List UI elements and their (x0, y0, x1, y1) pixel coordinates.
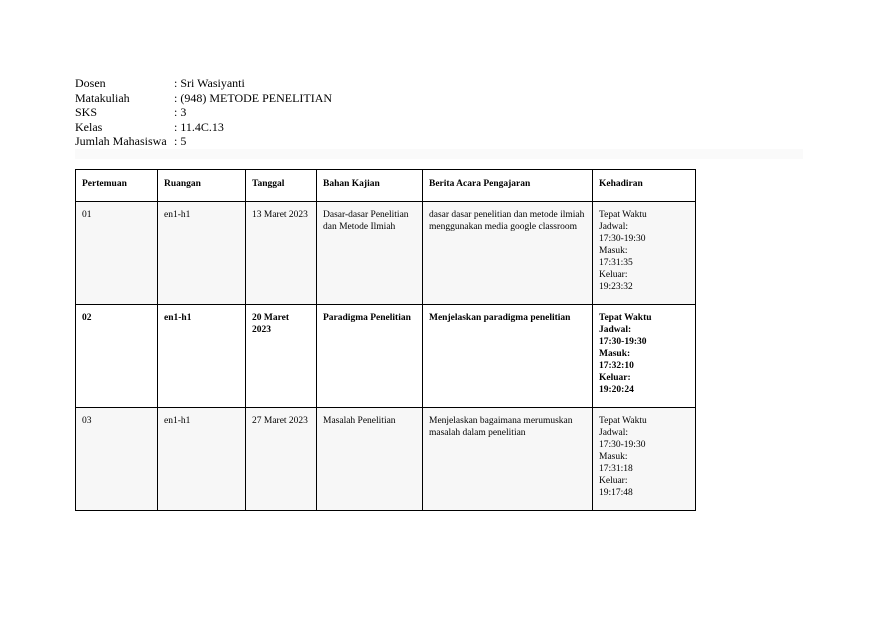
kehadiran-jadwal: 17:30-19:30 (599, 234, 646, 244)
table-row (76, 202, 696, 305)
schedule-table (75, 169, 696, 511)
jumlah-row (75, 134, 332, 149)
dosen-value: : Sri Wasiyanti (174, 76, 245, 90)
kehadiran-jadwal: 17:30-19:30 (599, 337, 647, 347)
kehadiran-masuk: 17:31:18 (599, 464, 633, 474)
table-header-row (76, 170, 696, 202)
cell-ruangan: en1-h1 (158, 408, 246, 511)
col-header-berita: Berita Acara Pengajaran (423, 170, 593, 202)
matakuliah-label: Matakuliah (75, 90, 130, 105)
kehadiran-keluar-label: Keluar: (599, 476, 628, 486)
kehadiran-status: Tepat Waktu (599, 313, 652, 323)
cell-bahan: Masalah Penelitian (317, 408, 423, 511)
kehadiran-masuk: 17:32:10 (599, 361, 634, 371)
table-row (76, 408, 696, 511)
col-header-pertemuan: Pertemuan (76, 170, 158, 202)
cell-bahan: Paradigma Penelitian (317, 305, 423, 408)
cell-kehadiran (593, 408, 696, 511)
kehadiran-jadwal-label: Jadwal: (599, 325, 632, 335)
cell-pertemuan: 03 (76, 408, 158, 511)
kehadiran-jadwal-label: Jadwal: (599, 428, 629, 438)
table-row (76, 305, 696, 408)
cell-kehadiran (593, 202, 696, 305)
kehadiran-keluar: 19:23:32 (599, 282, 633, 292)
cell-pertemuan: 01 (76, 202, 158, 305)
cell-tanggal: 20 Maret 2023 (246, 305, 317, 408)
cell-pertemuan: 02 (76, 305, 158, 408)
course-info-header (75, 76, 332, 149)
dosen-label: Dosen (75, 76, 106, 90)
col-header-ruangan: Ruangan (158, 170, 246, 202)
kehadiran-keluar: 19:20:24 (599, 385, 634, 395)
kehadiran-jadwal: 17:30-19:30 (599, 440, 646, 450)
cell-ruangan: en1-h1 (158, 202, 246, 305)
col-header-bahan: Bahan Kajian (317, 170, 423, 202)
kelas-row (75, 120, 332, 135)
col-header-kehadiran: Kehadiran (593, 170, 696, 202)
col-header-tanggal: Tanggal (246, 170, 317, 202)
kelas-value: : 11.4C.13 (174, 119, 224, 134)
kehadiran-masuk-label: Masuk: (599, 246, 628, 256)
divider-strip (75, 149, 803, 159)
dosen-row (75, 76, 332, 91)
cell-tanggal: 13 Maret 2023 (246, 202, 317, 305)
cell-ruangan: en1-h1 (158, 305, 246, 408)
sks-value: : 3 (174, 105, 187, 119)
sks-row (75, 105, 332, 120)
kehadiran-masuk-label: Masuk: (599, 452, 628, 462)
kehadiran-jadwal-label: Jadwal: (599, 222, 629, 232)
kehadiran-status: Tepat Waktu (599, 416, 647, 426)
kehadiran-status: Tepat Waktu (599, 210, 647, 220)
matakuliah-row (75, 91, 332, 106)
cell-berita: Menjelaskan bagaimana merumuskan masalah dalam penelitian (423, 408, 593, 511)
kehadiran-keluar-label: Keluar: (599, 373, 631, 383)
kelas-label: Kelas (75, 119, 103, 134)
cell-bahan: Dasar-dasar Penelitian dan Metode Ilmiah (317, 202, 423, 305)
cell-berita: Menjelaskan paradigma penelitian (423, 305, 593, 408)
kehadiran-keluar: 19:17:48 (599, 488, 633, 498)
matakuliah-value: : (948) METODE PENELITIAN (174, 90, 333, 105)
cell-kehadiran (593, 305, 696, 408)
jumlah-value: : 5 (174, 134, 187, 148)
kehadiran-masuk-label: Masuk: (599, 349, 631, 359)
cell-tanggal: 27 Maret 2023 (246, 408, 317, 511)
sks-label: SKS (75, 105, 98, 119)
jumlah-label: Jumlah Mahasiswa (75, 134, 167, 148)
cell-berita: dasar dasar penelitian dan metode ilmiah menggunakan media google classroom (423, 202, 593, 305)
kehadiran-keluar-label: Keluar: (599, 270, 628, 280)
kehadiran-masuk: 17:31:35 (599, 258, 633, 268)
